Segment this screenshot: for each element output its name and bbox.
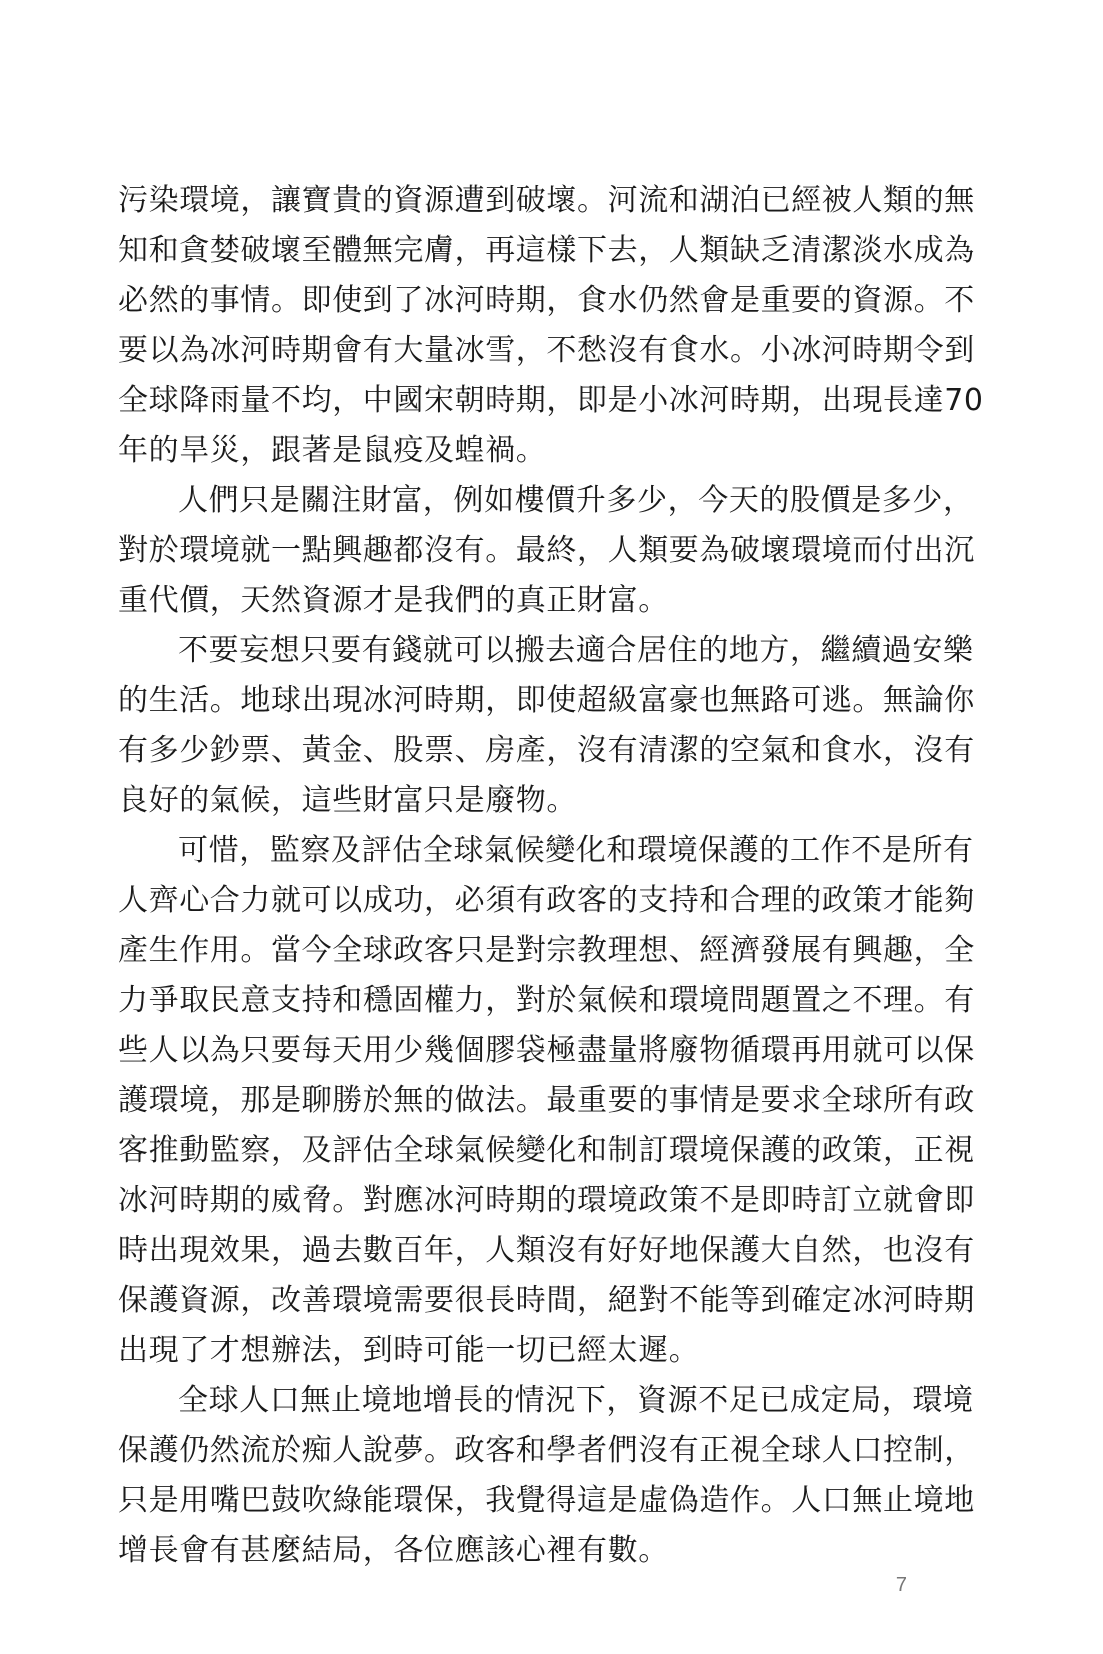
text-line: 人齊心合力就可以成功，必須有政客的支持和合理的政策才能夠	[118, 883, 975, 918]
text-line: 人們只是關注財富，例如樓價升多少，今天的股價是多少，	[178, 483, 974, 518]
text-line: 重代價，天然資源才是我們的真正財富。	[118, 583, 669, 618]
text-line: 全球人口無止境地增長的情況下，資源不足已成定局，環境	[178, 1383, 974, 1418]
text-line: 出現了才想辦法，到時可能一切已經太遲。	[118, 1333, 700, 1368]
paragraph-5	[118, 1376, 975, 1576]
paragraph-1	[118, 176, 984, 476]
body-text	[118, 176, 984, 1576]
text-line: 污染環境，讓寶貴的資源遭到破壞。河流和湖泊已經被人類的無	[118, 183, 975, 218]
text-line: 些人以為只要每天用少幾個膠袋極盡量將廢物循環再用就可以保	[118, 1033, 975, 1068]
text-line: 年的旱災，跟著是鼠疫及蝗禍。	[118, 433, 547, 468]
text-line: 可惜，監察及評估全球氣候變化和環境保護的工作不是所有	[178, 833, 974, 868]
text-line: 冰河時期的威脅。對應冰河時期的環境政策不是即時訂立就會即	[118, 1183, 975, 1218]
text-line: 力爭取民意支持和穩固權力，對於氣候和環境問題置之不理。有	[118, 983, 975, 1018]
text-line: 保護仍然流於痴人說夢。政客和學者們沒有正視全球人口控制，	[118, 1433, 975, 1468]
text-line: 良好的氣候，這些財富只是廢物。	[118, 783, 577, 818]
text-line: 只是用嘴巴鼓吹綠能環保，我覺得這是虛偽造作。人口無止境地	[118, 1483, 975, 1518]
text-line: 時出現效果，過去數百年，人類沒有好好地保護大自然，也沒有	[118, 1233, 975, 1268]
paragraph-4	[118, 826, 975, 1376]
text-line: 保護資源，改善環境需要很長時間，絕對不能等到確定冰河時期	[118, 1283, 975, 1318]
text-line: 要以為冰河時期會有大量冰雪，不愁沒有食水。小冰河時期令到	[118, 333, 975, 368]
text-line: 護環境，那是聊勝於無的做法。最重要的事情是要求全球所有政	[118, 1083, 975, 1118]
text-line: 不要妄想只要有錢就可以搬去適合居住的地方，繼續過安樂	[178, 633, 974, 668]
page-number: 7	[895, 1574, 907, 1596]
text-line: 有多少鈔票、黃金、股票、房產，沒有清潔的空氣和食水，沒有	[118, 733, 975, 768]
text-line: 的生活。地球出現冰河時期，即使超級富豪也無路可逃。無論你	[118, 683, 975, 718]
text-line: 客推動監察，及評估全球氣候變化和制訂環境保護的政策，正視	[118, 1133, 975, 1168]
text-line: 全球降雨量不均，中國宋朝時期，即是小冰河時期，出現長達70	[118, 383, 984, 418]
text-line: 增長會有甚麼結局，各位應該心裡有數。	[118, 1533, 669, 1568]
paragraph-3	[118, 626, 975, 826]
text-line: 對於環境就一點興趣都沒有。最終，人類要為破壞環境而付出沉	[118, 533, 975, 568]
paragraph-2	[118, 476, 975, 626]
text-line: 知和貪婪破壞至體無完膚，再這樣下去，人類缺乏清潔淡水成為	[118, 233, 975, 268]
text-line: 必然的事情。即使到了冰河時期，食水仍然會是重要的資源。不	[118, 283, 975, 318]
text-line: 產生作用。當今全球政客只是對宗教理想、經濟發展有興趣，全	[118, 933, 975, 968]
